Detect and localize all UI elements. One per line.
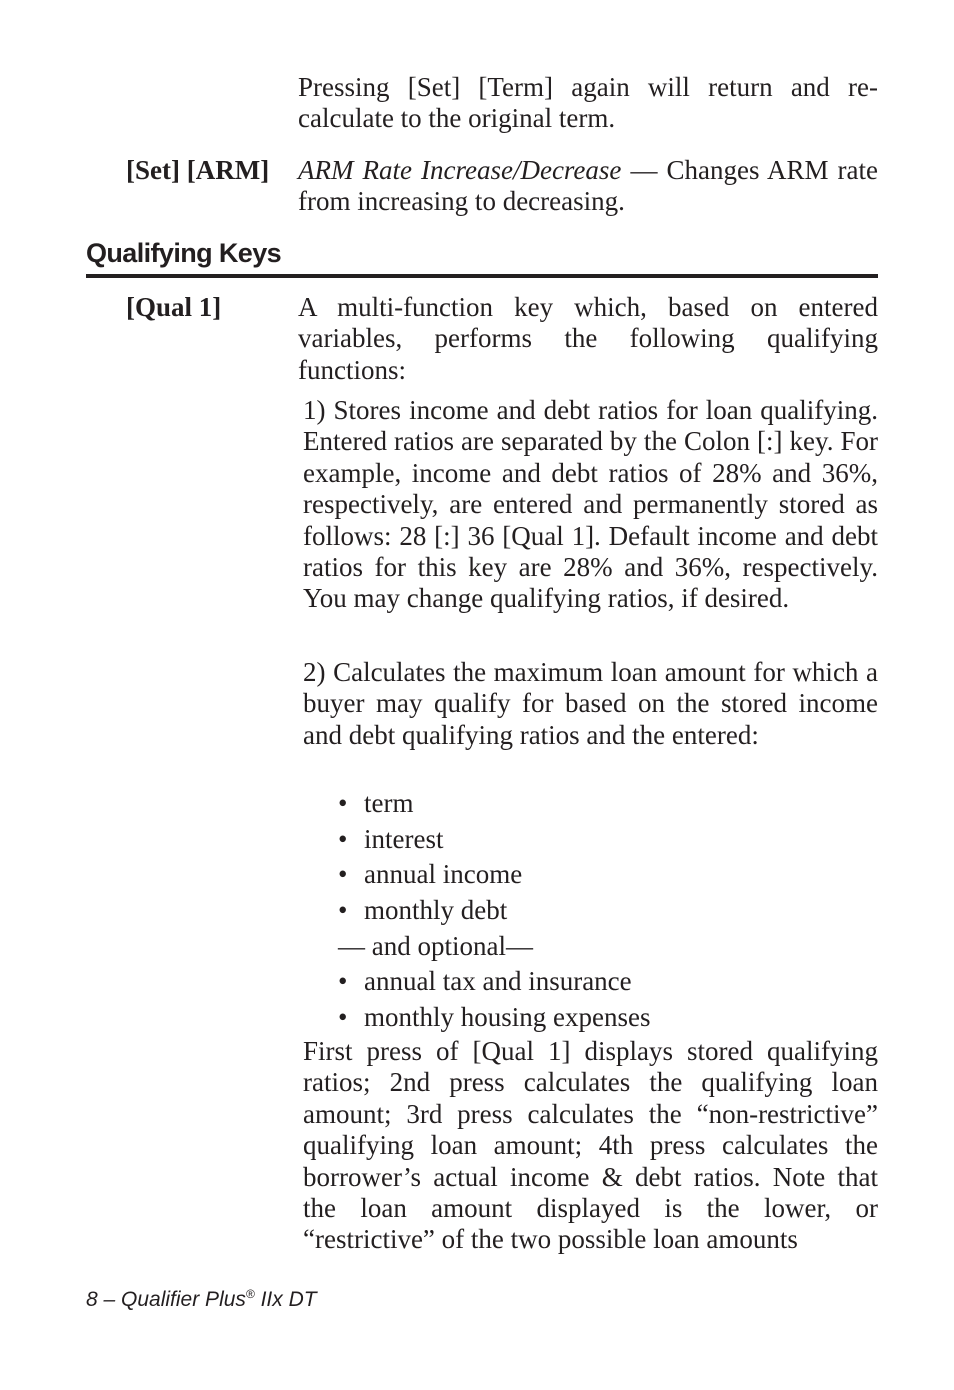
qual1-paragraph-2: 2) Calculates the maximum loan amount for which a buyer may qualify for based on the stored income and debt qualifying ratios and the entered:: [303, 657, 878, 750]
arm-dash: —: [621, 155, 667, 185]
arm-desc: Changes ARM rate from increasing to decreasing.: [298, 155, 879, 217]
footer-suffix: IIx DT: [254, 1288, 317, 1311]
section-rule: [86, 274, 878, 278]
bullet-icon: •: [338, 966, 348, 997]
qual1-paragraph-1: 1) Stores income and debt ratios for loan qualifying. Entered ratios are separated by the Colon [:] key. For example, income and debt ratios of 28% and 36%, respectively, are entered and permanently stored as follows: 28 [:] 36 [Qual 1]. Default income and debt ratios for this key are 28% and 36%, respectively. You may change qualifying ratios, if desired.: [303, 395, 878, 614]
section-heading: Qualifying Keys: [86, 238, 282, 268]
intro-paragraph: Pressing [Set] [Term] again will return and re-calculate to the original term.: [298, 72, 878, 134]
registered-mark: ®: [245, 1287, 255, 1301]
optional-label: — and optional—: [338, 930, 533, 961]
qual1-key-label: [Qual 1]: [126, 292, 222, 322]
bullet-icon: •: [338, 823, 348, 854]
arm-description: [298, 155, 878, 218]
qual1-paragraph-3: First press of [Qual 1] displays stored qualifying ratios; 2nd press calculates the qualifying loan amount; 3rd press calculates the “non-restrictive” qualifying loan amount; 4th press calculates the borrower’s actual income & debt ratios. Note that the loan amount displayed is the lower, or “restrictive” of the two possible loan amounts: [303, 1036, 878, 1255]
bullet-icon: •: [338, 895, 348, 926]
list-item: • term: [338, 786, 878, 822]
bullet-icon: •: [338, 1002, 348, 1033]
list-item: • monthly debt: [338, 893, 878, 929]
list-item: • annual tax and insurance: [338, 964, 878, 1000]
arm-key-label: [Set] [ARM]: [126, 155, 270, 185]
bullet-icon: •: [338, 859, 348, 890]
page-footer: [86, 1287, 317, 1312]
list-item: • interest: [338, 822, 878, 858]
arm-term: ARM Rate Increase/Decrease: [298, 155, 622, 185]
qualify-variables-list: [338, 786, 878, 1036]
bullet-icon: •: [338, 788, 348, 818]
qual1-description: A multi-function key which, based on entered variables, performs the following qualifying functions:: [298, 292, 878, 385]
footer-prefix: 8 – Qualifier Plus: [86, 1288, 246, 1311]
list-item: • monthly housing expenses: [338, 1000, 878, 1036]
list-item: • annual income: [338, 857, 878, 893]
